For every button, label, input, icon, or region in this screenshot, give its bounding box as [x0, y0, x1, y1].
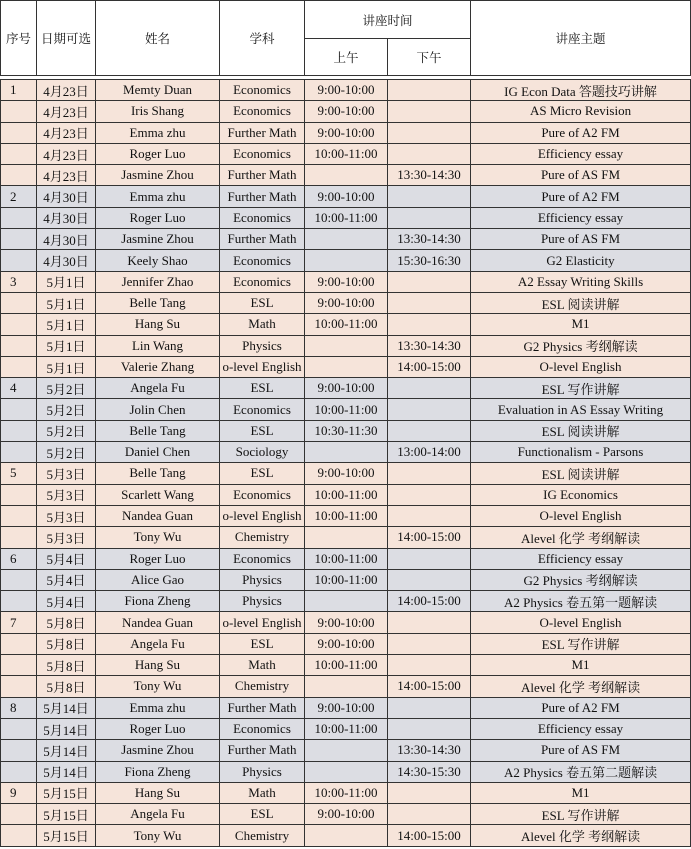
cell-topic: O-level English — [471, 505, 691, 526]
cell-am: 9:00-10:00 — [305, 271, 388, 292]
cell-date: 5月14日 — [37, 697, 96, 718]
table-header — [1, 1, 691, 80]
cell-pm — [388, 271, 471, 292]
cell-pm: 14:00-15:00 — [388, 825, 471, 846]
table-row — [1, 612, 691, 633]
cell-seq — [1, 804, 37, 825]
cell-topic: A2 Physics 卷五第一题解读 — [471, 591, 691, 612]
cell-topic: M1 — [471, 782, 691, 803]
cell-date: 5月8日 — [37, 655, 96, 676]
cell-seq: 4 — [1, 378, 37, 399]
cell-seq: 3 — [1, 271, 37, 292]
cell-topic: ESL 写作讲解 — [471, 804, 691, 825]
cell-pm — [388, 292, 471, 313]
cell-name: Jasmine Zhou — [96, 740, 220, 761]
cell-seq: 1 — [1, 80, 37, 101]
table-body — [1, 80, 691, 847]
cell-am — [305, 165, 388, 186]
cell-am: 9:00-10:00 — [305, 697, 388, 718]
cell-am: 10:30-11:30 — [305, 420, 388, 441]
cell-seq — [1, 122, 37, 143]
cell-date: 4月30日 — [37, 186, 96, 207]
cell-am: 10:00-11:00 — [305, 548, 388, 569]
cell-topic: O-level English — [471, 356, 691, 377]
cell-am — [305, 250, 388, 271]
cell-subject: ESL — [220, 463, 305, 484]
cell-date: 5月2日 — [37, 420, 96, 441]
cell-subject: Physics — [220, 761, 305, 782]
cell-subject: Economics — [220, 101, 305, 122]
cell-seq — [1, 250, 37, 271]
table-row — [1, 484, 691, 505]
table-row — [1, 143, 691, 164]
header-name: 姓名 — [96, 1, 220, 76]
table-row — [1, 356, 691, 377]
cell-date: 5月1日 — [37, 271, 96, 292]
table-row — [1, 378, 691, 399]
cell-date: 5月2日 — [37, 378, 96, 399]
cell-name: Nandea Guan — [96, 505, 220, 526]
cell-subject: Math — [220, 655, 305, 676]
table-row — [1, 655, 691, 676]
cell-date: 5月8日 — [37, 633, 96, 654]
cell-pm: 13:30-14:30 — [388, 165, 471, 186]
cell-date: 5月8日 — [37, 612, 96, 633]
cell-pm — [388, 399, 471, 420]
cell-am — [305, 591, 388, 612]
cell-date: 5月3日 — [37, 527, 96, 548]
cell-pm: 14:30-15:30 — [388, 761, 471, 782]
cell-subject: Math — [220, 782, 305, 803]
cell-name: Roger Luo — [96, 718, 220, 739]
cell-pm — [388, 569, 471, 590]
cell-date: 4月30日 — [37, 250, 96, 271]
cell-subject: Further Math — [220, 229, 305, 250]
table-row — [1, 761, 691, 782]
cell-topic: Efficiency essay — [471, 718, 691, 739]
cell-subject: Economics — [220, 80, 305, 101]
cell-topic: Pure of AS FM — [471, 740, 691, 761]
cell-am — [305, 335, 388, 356]
cell-am: 9:00-10:00 — [305, 122, 388, 143]
table-row — [1, 740, 691, 761]
cell-topic: G2 Physics 考纲解读 — [471, 335, 691, 356]
cell-subject: Sociology — [220, 442, 305, 463]
cell-seq — [1, 676, 37, 697]
cell-date: 5月15日 — [37, 804, 96, 825]
cell-seq — [1, 143, 37, 164]
cell-subject: o-level English — [220, 356, 305, 377]
cell-name: Roger Luo — [96, 207, 220, 228]
cell-date: 5月4日 — [37, 591, 96, 612]
cell-date: 5月14日 — [37, 761, 96, 782]
cell-am: 9:00-10:00 — [305, 80, 388, 101]
table-row — [1, 292, 691, 313]
table-row — [1, 101, 691, 122]
cell-am — [305, 740, 388, 761]
cell-name: Belle Tang — [96, 420, 220, 441]
table-row — [1, 718, 691, 739]
cell-pm — [388, 655, 471, 676]
cell-seq — [1, 399, 37, 420]
cell-date: 4月23日 — [37, 143, 96, 164]
table-row — [1, 825, 691, 846]
cell-topic: ESL 写作讲解 — [471, 378, 691, 399]
cell-topic: Pure of A2 FM — [471, 122, 691, 143]
cell-am: 10:00-11:00 — [305, 655, 388, 676]
cell-date: 4月30日 — [37, 207, 96, 228]
cell-am: 9:00-10:00 — [305, 378, 388, 399]
table-row — [1, 505, 691, 526]
cell-topic: Alevel 化学 考纲解读 — [471, 676, 691, 697]
cell-topic: M1 — [471, 655, 691, 676]
cell-topic: G2 Physics 考纲解读 — [471, 569, 691, 590]
cell-topic: AS Micro Revision — [471, 101, 691, 122]
cell-seq — [1, 633, 37, 654]
cell-pm — [388, 633, 471, 654]
table-row — [1, 399, 691, 420]
cell-seq — [1, 761, 37, 782]
cell-seq — [1, 292, 37, 313]
cell-name: Hang Su — [96, 655, 220, 676]
cell-seq: 9 — [1, 782, 37, 803]
cell-pm: 13:00-14:00 — [388, 442, 471, 463]
cell-name: Iris Shang — [96, 101, 220, 122]
cell-name: Hang Su — [96, 782, 220, 803]
cell-pm — [388, 420, 471, 441]
cell-am: 10:00-11:00 — [305, 484, 388, 505]
cell-pm — [388, 463, 471, 484]
cell-pm: 14:00-15:00 — [388, 356, 471, 377]
cell-am: 9:00-10:00 — [305, 463, 388, 484]
cell-topic: Alevel 化学 考纲解读 — [471, 527, 691, 548]
cell-pm: 14:00-15:00 — [388, 527, 471, 548]
cell-am: 10:00-11:00 — [305, 399, 388, 420]
cell-subject: Further Math — [220, 740, 305, 761]
cell-seq: 6 — [1, 548, 37, 569]
cell-name: Roger Luo — [96, 143, 220, 164]
cell-topic: Functionalism - Parsons — [471, 442, 691, 463]
cell-subject: Further Math — [220, 122, 305, 143]
cell-name: Hang Su — [96, 314, 220, 335]
cell-subject: Economics — [220, 484, 305, 505]
cell-seq — [1, 229, 37, 250]
cell-topic: Evaluation in AS Essay Writing — [471, 399, 691, 420]
cell-pm: 14:00-15:00 — [388, 676, 471, 697]
cell-am: 10:00-11:00 — [305, 505, 388, 526]
cell-seq: 2 — [1, 186, 37, 207]
cell-date: 4月23日 — [37, 101, 96, 122]
cell-name: Tony Wu — [96, 676, 220, 697]
cell-date: 5月3日 — [37, 463, 96, 484]
cell-pm — [388, 612, 471, 633]
cell-name: Belle Tang — [96, 463, 220, 484]
cell-am: 10:00-11:00 — [305, 143, 388, 164]
cell-seq — [1, 825, 37, 846]
cell-name: Emma zhu — [96, 697, 220, 718]
cell-subject: Economics — [220, 143, 305, 164]
cell-pm — [388, 548, 471, 569]
cell-seq — [1, 591, 37, 612]
cell-subject: ESL — [220, 378, 305, 399]
table-row — [1, 676, 691, 697]
cell-topic: ESL 写作讲解 — [471, 633, 691, 654]
cell-subject: Physics — [220, 569, 305, 590]
cell-name: Lin Wang — [96, 335, 220, 356]
table-row — [1, 442, 691, 463]
cell-pm — [388, 80, 471, 101]
header-pm: 下午 — [388, 39, 471, 76]
cell-date: 5月1日 — [37, 335, 96, 356]
cell-name: Scarlett Wang — [96, 484, 220, 505]
cell-subject: Economics — [220, 207, 305, 228]
cell-name: Angela Fu — [96, 378, 220, 399]
cell-topic: M1 — [471, 314, 691, 335]
table-row — [1, 591, 691, 612]
cell-seq: 8 — [1, 697, 37, 718]
cell-seq — [1, 484, 37, 505]
cell-pm — [388, 207, 471, 228]
cell-date: 5月15日 — [37, 825, 96, 846]
table-row — [1, 804, 691, 825]
table-row — [1, 569, 691, 590]
cell-name: Jasmine Zhou — [96, 165, 220, 186]
cell-topic: Pure of A2 FM — [471, 697, 691, 718]
cell-pm — [388, 378, 471, 399]
table-row — [1, 250, 691, 271]
cell-name: Angela Fu — [96, 633, 220, 654]
header-am: 上午 — [305, 39, 388, 76]
cell-topic: O-level English — [471, 612, 691, 633]
cell-subject: Physics — [220, 335, 305, 356]
table-row — [1, 697, 691, 718]
cell-name: Keely Shao — [96, 250, 220, 271]
cell-seq — [1, 718, 37, 739]
cell-topic: Pure of A2 FM — [471, 186, 691, 207]
cell-seq — [1, 207, 37, 228]
cell-pm — [388, 782, 471, 803]
cell-name: Emma zhu — [96, 186, 220, 207]
cell-seq: 5 — [1, 463, 37, 484]
header-seq: 序号 — [1, 1, 37, 76]
cell-pm: 15:30-16:30 — [388, 250, 471, 271]
table-row — [1, 633, 691, 654]
cell-topic: ESL 阅读讲解 — [471, 463, 691, 484]
cell-am: 10:00-11:00 — [305, 207, 388, 228]
cell-topic: Efficiency essay — [471, 207, 691, 228]
cell-name: Roger Luo — [96, 548, 220, 569]
cell-name: Valerie Zhang — [96, 356, 220, 377]
cell-name: Daniel Chen — [96, 442, 220, 463]
cell-topic: IG Economics — [471, 484, 691, 505]
cell-name: Tony Wu — [96, 527, 220, 548]
cell-topic: Pure of AS FM — [471, 229, 691, 250]
cell-am — [305, 229, 388, 250]
cell-subject: Economics — [220, 718, 305, 739]
cell-subject: ESL — [220, 420, 305, 441]
cell-seq — [1, 314, 37, 335]
cell-subject: Economics — [220, 271, 305, 292]
cell-seq — [1, 165, 37, 186]
cell-name: Jasmine Zhou — [96, 229, 220, 250]
cell-am — [305, 825, 388, 846]
cell-am — [305, 442, 388, 463]
cell-pm — [388, 314, 471, 335]
cell-name: Fiona Zheng — [96, 591, 220, 612]
table-row — [1, 229, 691, 250]
cell-am: 10:00-11:00 — [305, 314, 388, 335]
cell-name: Emma zhu — [96, 122, 220, 143]
cell-am — [305, 676, 388, 697]
cell-seq — [1, 505, 37, 526]
table-row — [1, 165, 691, 186]
table-row — [1, 527, 691, 548]
header-time: 讲座时间 — [305, 1, 471, 39]
table-row — [1, 186, 691, 207]
header-date: 日期可选 — [37, 1, 96, 76]
table-row — [1, 271, 691, 292]
cell-subject: Math — [220, 314, 305, 335]
cell-subject: Chemistry — [220, 527, 305, 548]
cell-seq — [1, 335, 37, 356]
cell-date: 4月23日 — [37, 165, 96, 186]
cell-topic: Efficiency essay — [471, 143, 691, 164]
cell-pm: 13:30-14:30 — [388, 335, 471, 356]
cell-am: 10:00-11:00 — [305, 569, 388, 590]
table-row — [1, 314, 691, 335]
table-row — [1, 463, 691, 484]
cell-name: Nandea Guan — [96, 612, 220, 633]
cell-pm — [388, 143, 471, 164]
cell-seq — [1, 527, 37, 548]
cell-date: 5月1日 — [37, 314, 96, 335]
cell-am — [305, 527, 388, 548]
cell-subject: Economics — [220, 399, 305, 420]
cell-seq — [1, 420, 37, 441]
cell-subject: ESL — [220, 633, 305, 654]
cell-date: 4月23日 — [37, 122, 96, 143]
cell-date: 4月30日 — [37, 229, 96, 250]
cell-am: 9:00-10:00 — [305, 633, 388, 654]
cell-subject: ESL — [220, 804, 305, 825]
cell-am — [305, 356, 388, 377]
cell-name: Fiona Zheng — [96, 761, 220, 782]
cell-name: Angela Fu — [96, 804, 220, 825]
cell-pm — [388, 101, 471, 122]
cell-seq — [1, 740, 37, 761]
cell-date: 5月3日 — [37, 505, 96, 526]
cell-subject: Further Math — [220, 697, 305, 718]
table-row — [1, 782, 691, 803]
cell-seq — [1, 655, 37, 676]
cell-am — [305, 761, 388, 782]
table-row — [1, 207, 691, 228]
table-row — [1, 335, 691, 356]
cell-date: 5月1日 — [37, 356, 96, 377]
cell-subject: Chemistry — [220, 825, 305, 846]
cell-subject: ESL — [220, 292, 305, 313]
cell-am: 10:00-11:00 — [305, 718, 388, 739]
cell-subject: Economics — [220, 548, 305, 569]
header-subject: 学科 — [220, 1, 305, 76]
table-row — [1, 80, 691, 101]
cell-pm — [388, 718, 471, 739]
cell-pm — [388, 122, 471, 143]
cell-name: Tony Wu — [96, 825, 220, 846]
cell-pm — [388, 505, 471, 526]
cell-subject: Economics — [220, 250, 305, 271]
cell-pm: 13:30-14:30 — [388, 740, 471, 761]
cell-subject: Further Math — [220, 165, 305, 186]
cell-topic: G2 Elasticity — [471, 250, 691, 271]
cell-topic: ESL 阅读讲解 — [471, 292, 691, 313]
cell-am: 9:00-10:00 — [305, 101, 388, 122]
cell-pm — [388, 697, 471, 718]
cell-topic: IG Econ Data 答题技巧讲解 — [471, 80, 691, 101]
cell-subject: Physics — [220, 591, 305, 612]
cell-date: 5月14日 — [37, 740, 96, 761]
cell-seq — [1, 442, 37, 463]
cell-date: 5月14日 — [37, 718, 96, 739]
cell-date: 5月3日 — [37, 484, 96, 505]
header-topic: 讲座主题 — [471, 1, 691, 76]
cell-date: 5月2日 — [37, 399, 96, 420]
cell-seq — [1, 356, 37, 377]
cell-pm: 14:00-15:00 — [388, 591, 471, 612]
cell-topic: Pure of AS FM — [471, 165, 691, 186]
cell-name: Jennifer Zhao — [96, 271, 220, 292]
cell-date: 4月23日 — [37, 80, 96, 101]
cell-subject: Chemistry — [220, 676, 305, 697]
cell-am: 9:00-10:00 — [305, 804, 388, 825]
cell-seq — [1, 101, 37, 122]
cell-topic: Alevel 化学 考纲解读 — [471, 825, 691, 846]
cell-name: Belle Tang — [96, 292, 220, 313]
cell-date: 5月1日 — [37, 292, 96, 313]
cell-date: 5月8日 — [37, 676, 96, 697]
cell-pm — [388, 186, 471, 207]
cell-name: Memty Duan — [96, 80, 220, 101]
cell-subject: Further Math — [220, 186, 305, 207]
cell-topic: A2 Essay Writing Skills — [471, 271, 691, 292]
cell-subject: o-level English — [220, 612, 305, 633]
cell-topic: Efficiency essay — [471, 548, 691, 569]
cell-date: 5月4日 — [37, 548, 96, 569]
cell-subject: o-level English — [220, 505, 305, 526]
cell-am: 9:00-10:00 — [305, 186, 388, 207]
cell-am: 10:00-11:00 — [305, 782, 388, 803]
cell-name: Jolin Chen — [96, 399, 220, 420]
cell-pm: 13:30-14:30 — [388, 229, 471, 250]
cell-seq — [1, 569, 37, 590]
table-row — [1, 122, 691, 143]
cell-pm — [388, 804, 471, 825]
cell-am: 9:00-10:00 — [305, 612, 388, 633]
cell-name: Alice Gao — [96, 569, 220, 590]
cell-seq: 7 — [1, 612, 37, 633]
cell-date: 5月4日 — [37, 569, 96, 590]
cell-pm — [388, 484, 471, 505]
cell-topic: ESL 阅读讲解 — [471, 420, 691, 441]
cell-topic: A2 Physics 卷五第二题解读 — [471, 761, 691, 782]
cell-date: 5月2日 — [37, 442, 96, 463]
table-row — [1, 548, 691, 569]
cell-am: 9:00-10:00 — [305, 292, 388, 313]
cell-date: 5月15日 — [37, 782, 96, 803]
table-row — [1, 420, 691, 441]
